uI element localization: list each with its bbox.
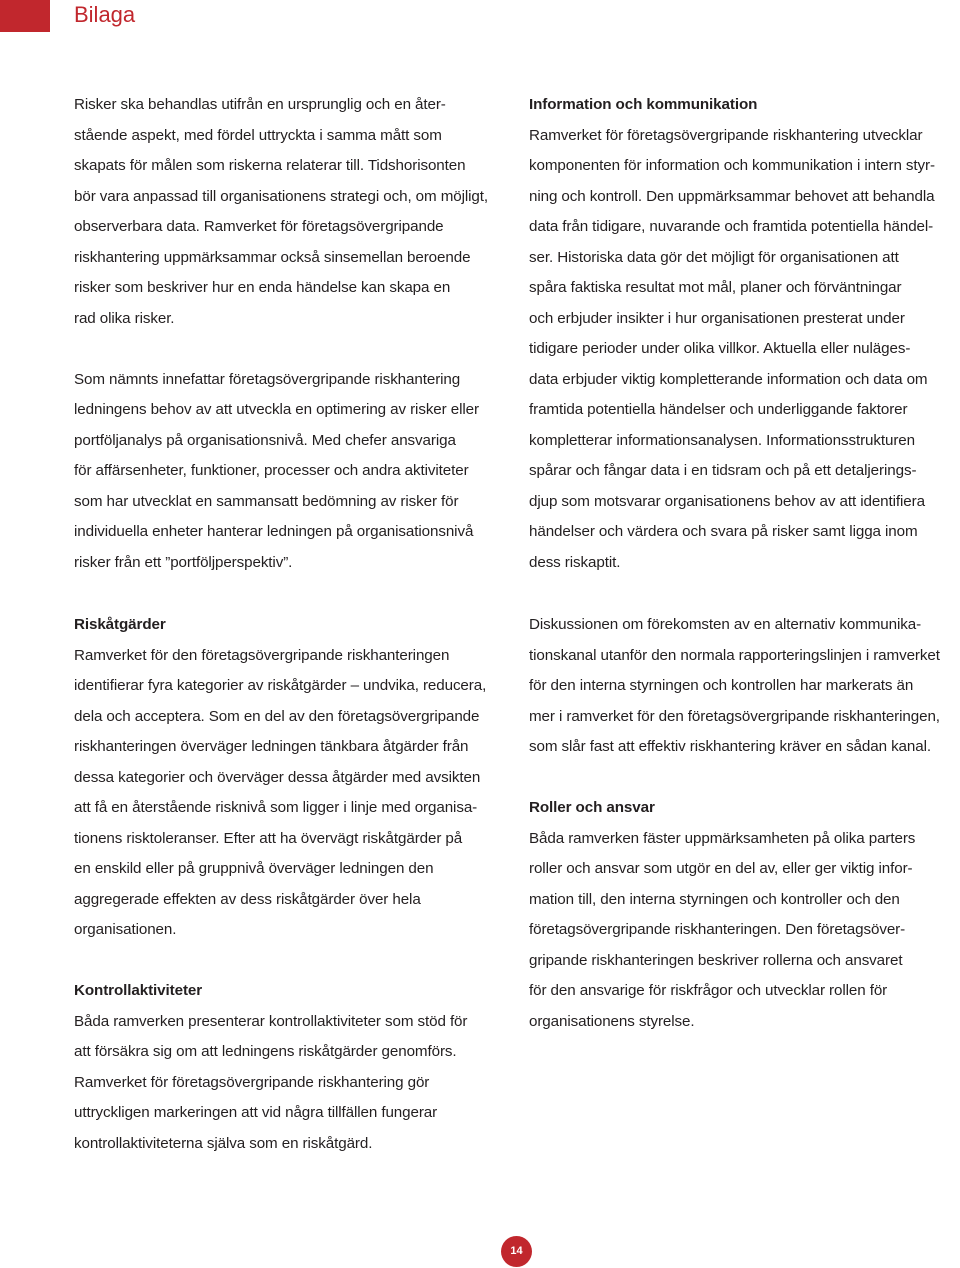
- text-line: kompletterar informationsanalysen. Informationsstrukturen: [529, 431, 915, 449]
- text-line: roller och ansvar som utgör en del av, eller ger viktig infor-: [529, 860, 913, 877]
- text-line: ser. Historiska data gör det möjligt för organisationen att: [529, 248, 899, 266]
- section-heading: Roller och ansvar: [529, 799, 655, 816]
- text-line: som har utvecklat en sammansatt bedömning av risker för: [74, 492, 459, 510]
- column-left-bottom: [74, 610, 514, 1159]
- text-line: Båda ramverken presenterar kontrollaktiviteter som stöd för: [74, 1012, 468, 1030]
- text-line: händelser och värdera och svara på risker samt ligga inom: [529, 523, 918, 540]
- text-line: tidigare perioder under olika villkor. Aktuella eller nuläges-: [529, 340, 911, 357]
- paragraph: [529, 824, 960, 1038]
- text-line: kontrollaktiviteterna själva som en riskåtgärd.: [74, 1134, 373, 1152]
- header-accent-bar: [0, 0, 50, 32]
- text-line: dess riskaptit.: [529, 553, 621, 571]
- page-title: Bilaga: [74, 2, 136, 27]
- paragraph: [74, 641, 514, 946]
- text-line: riskhantering uppmärksammar också sinsemellan beroende: [74, 248, 471, 266]
- text-line: företagsövergripande riskhanteringen. Den företagsöver-: [529, 921, 906, 938]
- text-line: framtida potentiella händelser och underliggande faktorer: [529, 401, 908, 418]
- text-line: Diskussionen om förekomsten av en alternativ kommunika-: [529, 616, 922, 633]
- column-right-bottom: [529, 610, 960, 1037]
- text-line: risker som beskriver hur en enda händelse kan skapa en: [74, 279, 451, 296]
- section-heading: Information och kommunikation: [529, 96, 758, 113]
- text-line: mer i ramverket för den företagsövergripande riskhanteringen,: [529, 707, 940, 725]
- page-number-badge: 14: [501, 1236, 532, 1267]
- text-line: att få en återstående risknivå som ligger i linje med organisa-: [74, 799, 478, 816]
- text-line: dela och acceptera. Som en del av den företagsövergripande: [74, 707, 480, 725]
- text-line: Som nämnts innefattar företagsövergripande riskhantering: [74, 370, 461, 388]
- text-line: organisationen.: [74, 921, 177, 938]
- text-line: organisationens styrelse.: [529, 1012, 695, 1030]
- text-line: Ramverket för företagsövergripande riskhantering gör: [74, 1073, 430, 1091]
- text-line: Risker ska behandlas utifrån en ursprunglig och en åter-: [74, 96, 446, 113]
- text-line: portföljanalys på organisationsnivå. Med chefer ansvariga: [74, 431, 456, 449]
- text-line: bör vara anpassad till organisationens strategi och, om möjligt,: [74, 187, 489, 205]
- text-line: för den interna styrningen och kontrollen har markerats än: [529, 677, 914, 694]
- text-line: Båda ramverken fäster uppmärksamheten på olika parters: [529, 829, 916, 847]
- text-line: dessa kategorier och överväger dessa åtgärder med avsikten: [74, 768, 481, 786]
- text-line: riskhanteringen överväger ledningen tänkbara åtgärder från: [74, 738, 469, 755]
- paragraph: [74, 365, 514, 579]
- column-left-top: [74, 90, 514, 578]
- text-line: data från tidigare, nuvarande och framtida potentiella händel-: [529, 218, 934, 235]
- text-line: risker från ett ”portföljperspektiv”.: [74, 553, 293, 571]
- paragraph: [529, 121, 960, 579]
- text-line: skapats för målen som riskerna relaterar till. Tidshorisonten: [74, 157, 466, 174]
- text-line: identifierar fyra kategorier av riskåtgärder – undvika, reducera,: [74, 677, 487, 694]
- text-line: uttryckligen markeringen att vid några tillfällen fungerar: [74, 1104, 438, 1121]
- text-line: data erbjuder viktig kompletterande information och data om: [529, 370, 928, 388]
- text-line: som slår fast att effektiv riskhantering kräver en sådan kanal.: [529, 738, 931, 755]
- paragraph: [74, 1007, 514, 1160]
- column-right-top: [529, 90, 960, 578]
- text-line: ledningens behov av att utveckla en optimering av risker eller: [74, 401, 479, 418]
- text-line: mation till, den interna styrningen och kontroller och den: [529, 890, 900, 908]
- text-line: aggregerade effekten av dess riskåtgärder över hela: [74, 890, 421, 908]
- text-line: rad olika risker.: [74, 309, 175, 327]
- text-line: stående aspekt, med fördel uttryckta i samma mått som: [74, 126, 442, 144]
- text-line: ning och kontroll. Den uppmärksammar behovet att behandla: [529, 187, 935, 205]
- text-line: för den ansvarige för riskfrågor och utvecklar rollen för: [529, 982, 888, 999]
- text-line: observerbara data. Ramverket för företagsövergripande: [74, 218, 444, 235]
- section-heading: Kontrollaktiviteter: [74, 982, 203, 999]
- text-line: Ramverket för den företagsövergripande riskhanteringen: [74, 646, 450, 664]
- text-line: att försäkra sig om att ledningens riskåtgärder genomförs.: [74, 1043, 457, 1060]
- text-line: spårar och fångar data i en tidsram och på ett detaljerings-: [529, 462, 917, 479]
- paragraph: [74, 90, 514, 334]
- text-line: djup som motsvarar organisationens behov av att identifiera: [529, 492, 925, 510]
- paragraph: [529, 610, 960, 763]
- text-line: för affärsenheter, funktioner, processer och andra aktiviteter: [74, 462, 469, 479]
- text-line: och erbjuder insikter i hur organisationen presterat under: [529, 309, 905, 327]
- text-line: gripande riskhanteringen beskriver rollerna och ansvaret: [529, 951, 903, 969]
- text-line: spåra faktiska resultat mot mål, planer och förväntningar: [529, 279, 902, 296]
- text-line: en enskild eller på gruppnivå överväger ledningen den: [74, 860, 434, 877]
- text-line: komponenten för information och kommunikation i intern styr-: [529, 157, 935, 174]
- text-line: Ramverket för företagsövergripande riskhantering utvecklar: [529, 126, 923, 144]
- section-heading: Riskåtgärder: [74, 616, 166, 633]
- text-line: individuella enheter hanterar ledningen på organisationsnivå: [74, 523, 474, 540]
- text-line: tionens risktoleranser. Efter att ha övervägt riskåtgärder på: [74, 829, 463, 847]
- text-line: tionskanal utanför den normala rapporteringslinjen i ramverket: [529, 646, 940, 664]
